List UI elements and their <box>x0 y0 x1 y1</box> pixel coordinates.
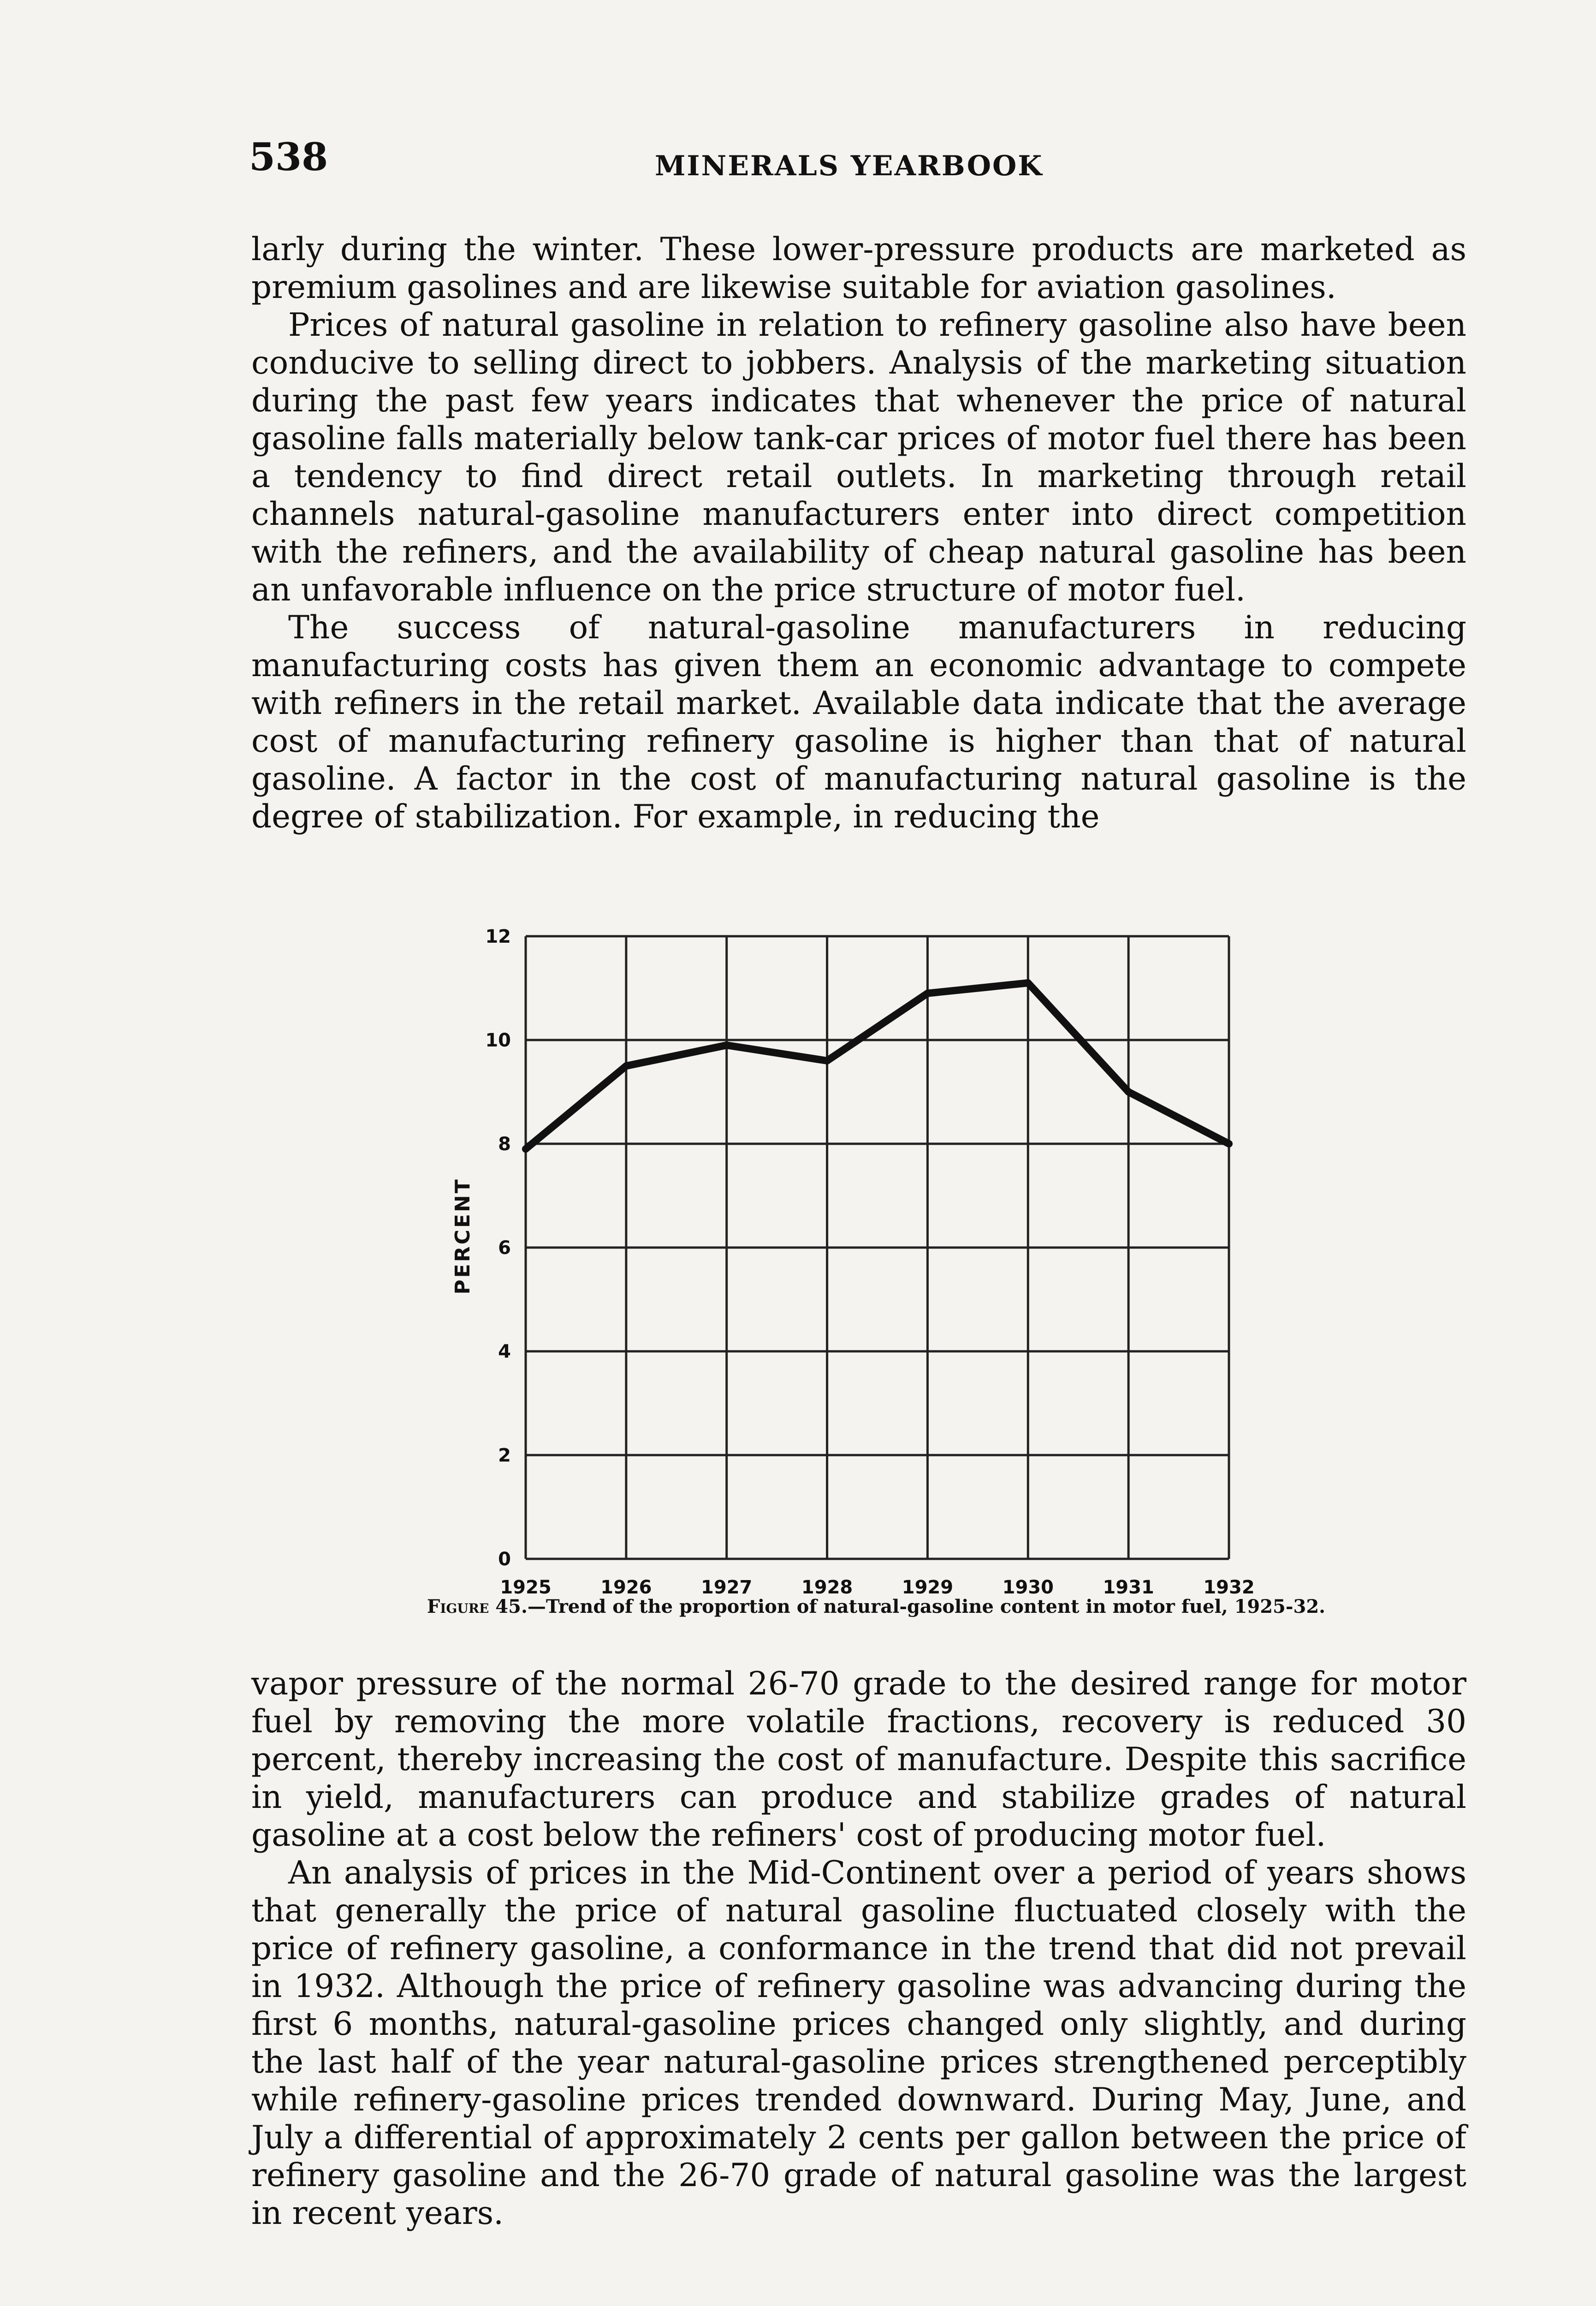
body-text-top <box>251 231 1466 836</box>
paragraph: Prices of natural gasoline in relation to refinery gasoline also have been conducive to selling direct to jobbers. Analysis of the marketing situation during the past few years indicates that whenever the price of natural gasoline falls materially below tank-car prices of motor fuel there has been a tendency to find direct retail outlets. In marketing through retail channels natural-gasoline manufacturers enter into direct competition with the refiners, and the availability of cheap natural gasoline has been an unfavorable influence on the price structure of motor fuel. <box>251 307 1466 608</box>
data-point <box>623 1062 630 1070</box>
paragraph: The success of natural-gasoline manufacturers in reducing manufacturing costs has given them an economic advantage to compete with refiners in the retail market. Available data indicate that the average cost of manufacturing refinery gasoline is higher than that of natural gasoline. A factor in the cost of manufacturing natural gasoline is the degree of stabilization. For example, in reducing the <box>251 609 1466 835</box>
x-tick-label: 1927 <box>701 1577 753 1596</box>
paragraph: larly during the winter. These lower-pressure products are marketed as premium gasolines and are likewise suitable for aviation gasolines. <box>251 231 1466 306</box>
x-tick-label: 1926 <box>600 1577 652 1596</box>
x-tick-label: 1932 <box>1203 1577 1255 1596</box>
data-point <box>824 1057 831 1064</box>
page-number: 538 <box>249 135 328 179</box>
x-tick-label: 1925 <box>500 1577 552 1596</box>
line-chart <box>415 913 1337 1596</box>
paragraph: An analysis of prices in the Mid-Continent over a period of years shows that generally the price of natural gasoline fluctuated closely with the price of refinery gasoline, a conformance in the trend that did not prevail in 1932. Although the price of refinery gasoline was advancing during the first 6 months, natural-gasoline prices changed only slightly, and during the last half of the year natural-gasoline prices strengthened perceptibly while refinery-gasoline prices trended downward. During May, June, and July a differential of approximately 2 cents per gallon between the price of refinery gasoline and the 26-70 grade of natural gasoline was the largest in recent years. <box>251 1854 1466 2232</box>
y-tick-label: 10 <box>485 1030 511 1051</box>
data-point <box>924 990 931 997</box>
data-point <box>522 1145 529 1153</box>
x-tick-label: 1929 <box>902 1577 954 1596</box>
y-tick-label: 8 <box>498 1134 511 1155</box>
data-point <box>1125 1088 1132 1096</box>
y-tick-label: 0 <box>498 1549 511 1570</box>
x-tick-label: 1930 <box>1002 1577 1054 1596</box>
y-tick-label: 6 <box>498 1237 511 1259</box>
figure-caption-text: —Trend of the proportion of natural-gasoline content in motor fuel, 1925-32. <box>527 1596 1326 1617</box>
chart-series <box>522 979 1233 1153</box>
y-axis-title: PERCENT <box>451 1177 475 1295</box>
x-tick-label: 1931 <box>1103 1577 1154 1596</box>
figure-caption <box>415 1596 1337 1617</box>
body-text-bottom <box>251 1665 1466 2232</box>
running-head: MINERALS YEARBOOK <box>655 150 1044 182</box>
y-tick-label: 12 <box>485 926 511 947</box>
y-tick-label: 2 <box>498 1445 511 1466</box>
chart-ticks <box>485 926 1254 1596</box>
data-point <box>1225 1140 1233 1147</box>
x-tick-label: 1928 <box>801 1577 853 1596</box>
y-tick-label: 4 <box>498 1341 511 1362</box>
data-point <box>723 1041 730 1049</box>
figure-45 <box>415 913 1337 1633</box>
data-point <box>1024 979 1032 987</box>
paragraph: vapor pressure of the normal 26-70 grade to the desired range for motor fuel by removing the more volatile fractions, recovery is reduced 30 percent, thereby increasing the cost of manufacture. Despite this sacrifice in yield, manufacturers can produce and stabilize grades of natural gasoline at a cost below the refiners' cost of producing motor fuel. <box>251 1665 1466 1854</box>
figure-label: Figure 45. <box>427 1596 528 1617</box>
series-line <box>526 983 1229 1149</box>
